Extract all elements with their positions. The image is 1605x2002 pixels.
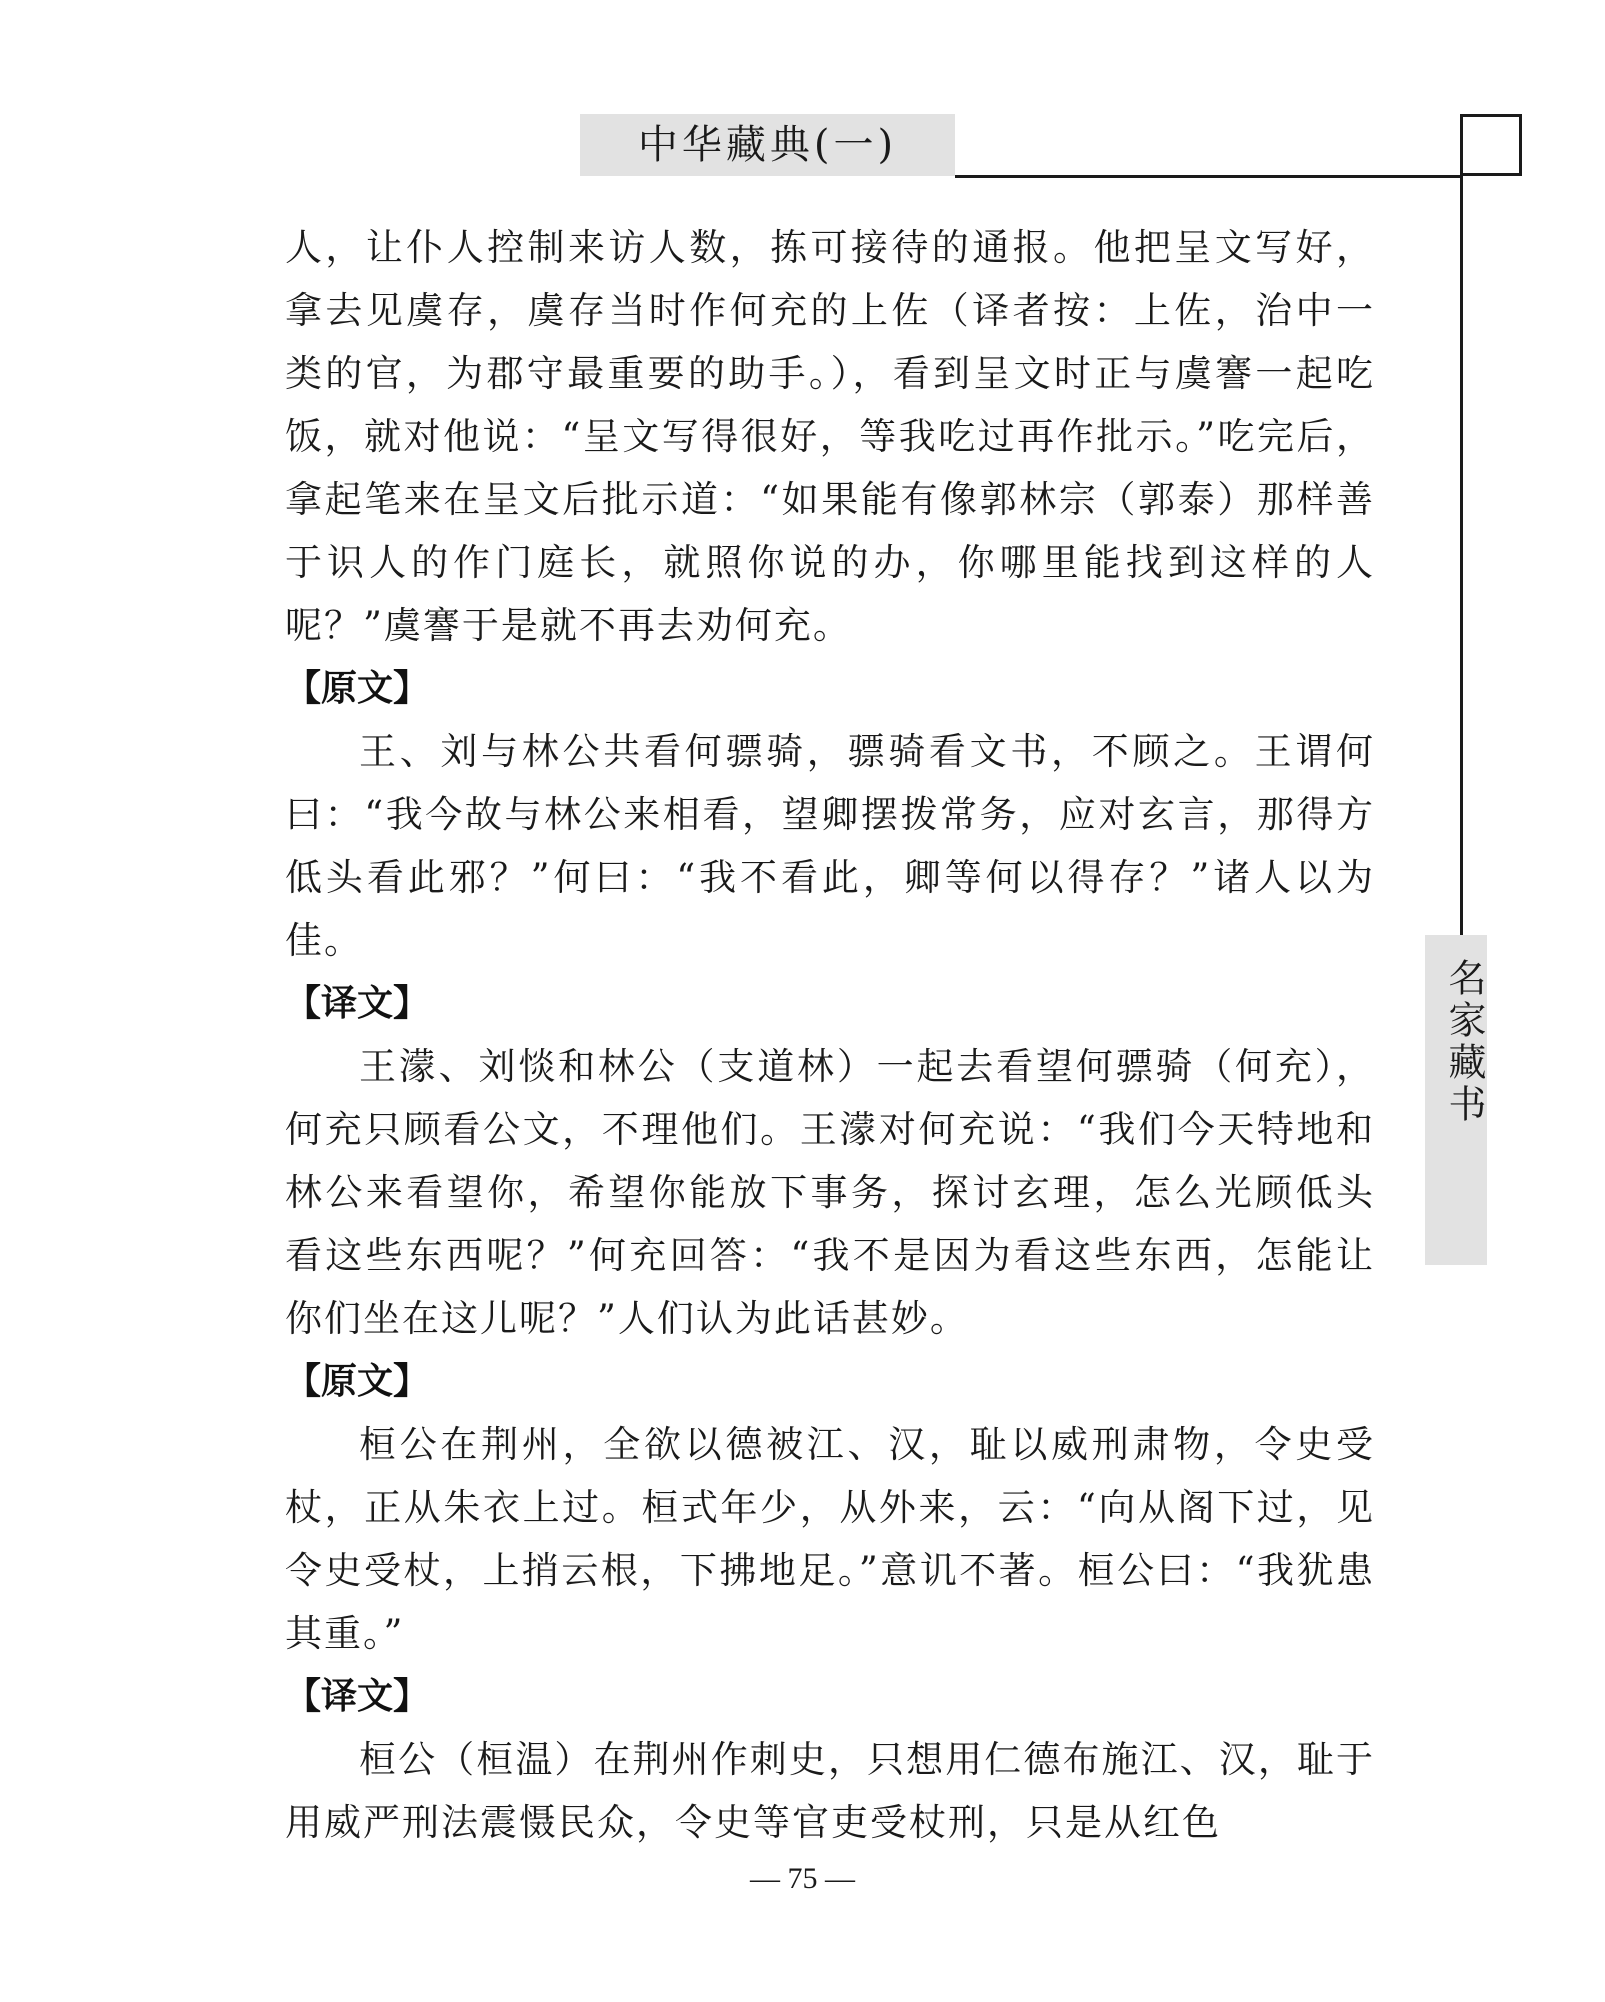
body-paragraph-5: 桓公（桓温）在荆州作刺史，只想用仁德布施江、汉，耻于用威严刑法震慑民众，令史等官吏受杖刑，只是从红色 xyxy=(285,1738,1375,1844)
section-heading-translation-2: 【译文】 xyxy=(285,1676,430,1717)
body-paragraph-4: 桓公在荆州，全欲以德被江、汉，耻以威刑肃物，令史受杖，正从朱衣上过。桓式年少，从外来，云：“向从阁下过，见令史受杖，上捎云根，下拂地足。”意讥不著。桓公曰：“我犹患其重。” xyxy=(285,1423,1375,1655)
page-number: — 75 — xyxy=(750,1862,855,1895)
section-heading-translation-1: 【译文】 xyxy=(285,983,430,1024)
section-heading-original-2: 【原文】 xyxy=(285,1361,430,1402)
side-tab-label: 名家藏书 xyxy=(1442,958,1486,1126)
body-paragraph-3: 王濛、刘惔和林公（支道林）一起去看望何骠骑（何充），何充只顾看公文，不理他们。王濛对何充说：“我们今天特地和林公来看望你，希望你能放下事务，探讨玄理，怎么光顾低头看这些东西呢？”何充回答：“我不是因为看这些东西，怎能让你们坐在这儿呢？”人们认为此话甚妙。 xyxy=(285,1045,1375,1340)
header-rule xyxy=(955,175,1460,178)
side-rule xyxy=(1460,114,1463,936)
section-heading-original-1: 【原文】 xyxy=(285,668,430,709)
page-body xyxy=(285,216,1375,1854)
body-paragraph-2: 王、刘与林公共看何骠骑，骠骑看文书，不顾之。王谓何曰：“我今故与林公来相看，望卿摆拨常务，应对玄言，那得方低头看此邪？”何曰：“我不看此，卿等何以得存？”诸人以为佳。 xyxy=(285,730,1375,962)
running-header-title: 中华藏典(一) xyxy=(637,122,898,168)
body-paragraph-1: 人，让仆人控制来访人数，拣可接待的通报。他把呈文写好，拿去见虞存，虞存当时作何充的上佐（译者按：上佐，治中一类的官，为郡守最重要的助手。），看到呈文时正与虞謇一起吃饭，就对他说：“呈文写得很好，等我吃过再作批示。”吃完后，拿起笔来在呈文后批示道：“如果能有像郭林宗（郭泰）那样善于识人的作门庭长，就照你说的办，你哪里能找到这样的人呢？”虞謇于是就不再去劝何充。 xyxy=(285,226,1375,647)
corner-box xyxy=(1460,114,1522,176)
